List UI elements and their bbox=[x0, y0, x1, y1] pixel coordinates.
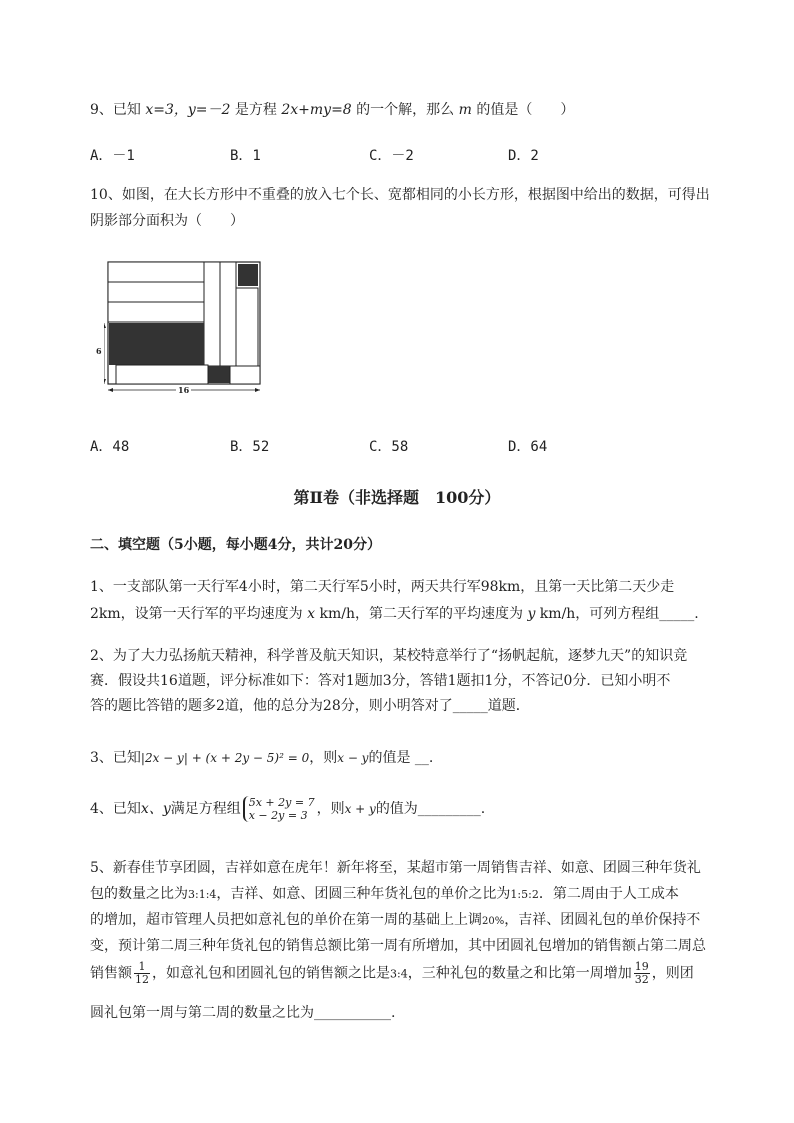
fill-q5-text: ，三种礼包的数量之和比第一周增加 bbox=[407, 965, 632, 982]
small-rectangle bbox=[204, 262, 220, 366]
fraction-denominator: 12 bbox=[135, 973, 149, 986]
fill-q4-expression: x + y bbox=[344, 802, 376, 816]
part-2-title: 第Ⅱ卷（非选择题 100分） bbox=[293, 488, 501, 507]
small-rectangle bbox=[236, 288, 258, 366]
width-label: 16 bbox=[178, 385, 190, 395]
fill-q3 bbox=[90, 747, 433, 767]
q10-option-b[interactable]: B．52 bbox=[230, 439, 270, 455]
q9-condition: x=3，y=－2 bbox=[145, 102, 231, 118]
fill-q5-line4: 变，预计第二周三种年货礼包的销售总额比第一周有所增加，其中团圆礼包增加的销售额占第二周总 bbox=[90, 938, 706, 954]
question-10-line1: 10、如图，在大长方形中不重叠的放入七个长、宽都相同的小长方形，根据图中给出的数据，可得出 bbox=[90, 187, 710, 203]
fraction-numerator: 1 bbox=[134, 961, 150, 974]
quantity-ratio: 3:1:4 bbox=[188, 888, 217, 901]
q10-option-c[interactable]: C．58 bbox=[369, 439, 409, 455]
fill-q4-answer-blank[interactable]: 的值为_________. bbox=[375, 801, 486, 817]
small-rectangle bbox=[116, 365, 208, 384]
small-rectangle bbox=[108, 282, 204, 302]
fill-q3-expression: |2x − y| + (x + 2y − 5)² = 0 bbox=[140, 751, 310, 765]
fill-q5-line5 bbox=[90, 961, 694, 986]
equation-system bbox=[243, 796, 315, 822]
q9-option-b[interactable]: B．1 bbox=[230, 148, 261, 164]
section-2-title: 二、填空题（5小题，每小题4分，共计20分） bbox=[90, 537, 381, 553]
question-10-line2: 阴影部分面积为（ ） bbox=[90, 213, 244, 229]
q9-text: 的值是（ ） bbox=[471, 102, 575, 118]
height-label: 6 bbox=[96, 346, 102, 356]
fill-q1-line1: 1、一支部队第一天行军4小时，第二天行军5小时，两天共行军98km，且第一天比第二天少走 bbox=[90, 579, 675, 595]
fill-q4 bbox=[90, 796, 485, 822]
fill-q2-line2: 赛．假设共16道题，评分标准如下：答对1题加3分，答错1题扣1分，不答记0分．已知小明不 bbox=[90, 673, 671, 689]
fraction-numerator: 19 bbox=[634, 960, 649, 973]
sales-ratio: 3:4 bbox=[390, 967, 408, 981]
question-9-stem bbox=[90, 99, 574, 119]
fill-q2-line3[interactable]: 答的题比答错的题多2道，他的总分为28分，则小明答对了_____道题． bbox=[90, 698, 530, 714]
shaded-area bbox=[109, 323, 204, 365]
shaded-area bbox=[208, 366, 230, 383]
arrow-head bbox=[108, 388, 113, 392]
fill-q5-line6[interactable]: 圆礼包第一周与第二周的数量之比为___________. bbox=[90, 1005, 396, 1021]
fill-q4-text: 满足方程组 bbox=[170, 801, 241, 817]
fill-q5-text: 的增加，超市管理人员把如意礼包的单价在第一周的基础上上调 bbox=[90, 912, 482, 928]
q9-option-c[interactable]: C．－2 bbox=[369, 148, 414, 164]
fraction-19-32 bbox=[634, 961, 650, 986]
fill-q4-text: ，则 bbox=[316, 801, 345, 817]
fill-q5-text: ．第二周由于人工成本 bbox=[538, 886, 679, 902]
q9-text: 的一个解，那么 bbox=[351, 102, 459, 118]
fill-q5-text: 包的数量之比为 bbox=[90, 886, 188, 902]
fill-q3-text: 3、已知 bbox=[90, 750, 141, 766]
fill-q5-text: ，则团 bbox=[651, 965, 694, 982]
q9-text: 是方程 bbox=[230, 102, 282, 118]
fill-q3-answer-blank[interactable]: 的值是 __. bbox=[368, 750, 434, 766]
rectangle-diagram bbox=[104, 260, 264, 400]
equation-2: x − 2y = 3 bbox=[248, 809, 308, 822]
fill-q1-var-y: y bbox=[527, 606, 536, 622]
shaded-area bbox=[238, 264, 258, 286]
fill-q5-text: ，吉祥、团圆礼包的单价保持不 bbox=[504, 912, 701, 928]
fraction-denominator: 32 bbox=[634, 973, 649, 986]
q10-option-d[interactable]: D．64 bbox=[508, 439, 548, 455]
fill-q5-text: ，吉祥、如意、团圆三种年货礼包的单价之比为 bbox=[216, 886, 511, 902]
q9-equation: 2x+my=8 bbox=[281, 102, 352, 118]
fill-q5-line2 bbox=[90, 883, 679, 903]
fill-q1-text: km/h，第二天行军的平均速度为 bbox=[315, 606, 528, 622]
fill-q2-line1: 2、为了大力弘扬航天精神，科学普及航天知识，某校特意举行了“扬帆起航，逐梦九天”的知识竞 bbox=[90, 648, 688, 664]
q9-option-a[interactable]: A．－1 bbox=[90, 148, 135, 164]
fraction-1-12 bbox=[134, 961, 150, 986]
fill-q1-var-x: x bbox=[307, 606, 316, 622]
fill-q5-line1: 5、新春佳节享团圆，吉祥如意在虎年！新年将至，某超市第一周销售吉祥、如意、团圆三种年货礼 bbox=[90, 860, 701, 876]
arrow-head bbox=[255, 388, 260, 392]
fill-q4-vars: x、y bbox=[140, 801, 171, 817]
fill-q3-expression-2: x − y bbox=[337, 751, 369, 765]
fill-q5-text: ，如意礼包和团圆礼包的销售额之比是 bbox=[152, 965, 390, 982]
equation-1: 5x + 2y = 7 bbox=[248, 796, 315, 809]
fill-q4-text: 4、已知 bbox=[90, 801, 141, 817]
q9-option-d[interactable]: D．2 bbox=[508, 148, 539, 164]
small-rectangle bbox=[220, 262, 236, 366]
small-rectangle bbox=[230, 366, 260, 384]
fill-q5-text: 销售额 bbox=[90, 965, 132, 982]
q10-option-a[interactable]: A．48 bbox=[90, 439, 130, 455]
rectangle-figure bbox=[96, 260, 264, 404]
fill-q3-text: ，则 bbox=[309, 750, 338, 766]
fill-q1-answer-blank[interactable]: km/h，可列方程组_____. bbox=[535, 606, 699, 622]
small-rectangle bbox=[108, 262, 204, 282]
price-ratio: 1:5:2 bbox=[510, 888, 539, 901]
price-increase-percent: 20% bbox=[482, 916, 505, 927]
small-rectangle bbox=[108, 302, 204, 322]
q9-text: 9、已知 bbox=[90, 102, 146, 118]
fill-q5-line3 bbox=[90, 909, 700, 929]
q9-variable-m: m bbox=[458, 102, 472, 118]
fill-q1-line2 bbox=[90, 603, 699, 623]
fill-q1-text: 2km，设第一天行军的平均速度为 bbox=[90, 606, 308, 622]
